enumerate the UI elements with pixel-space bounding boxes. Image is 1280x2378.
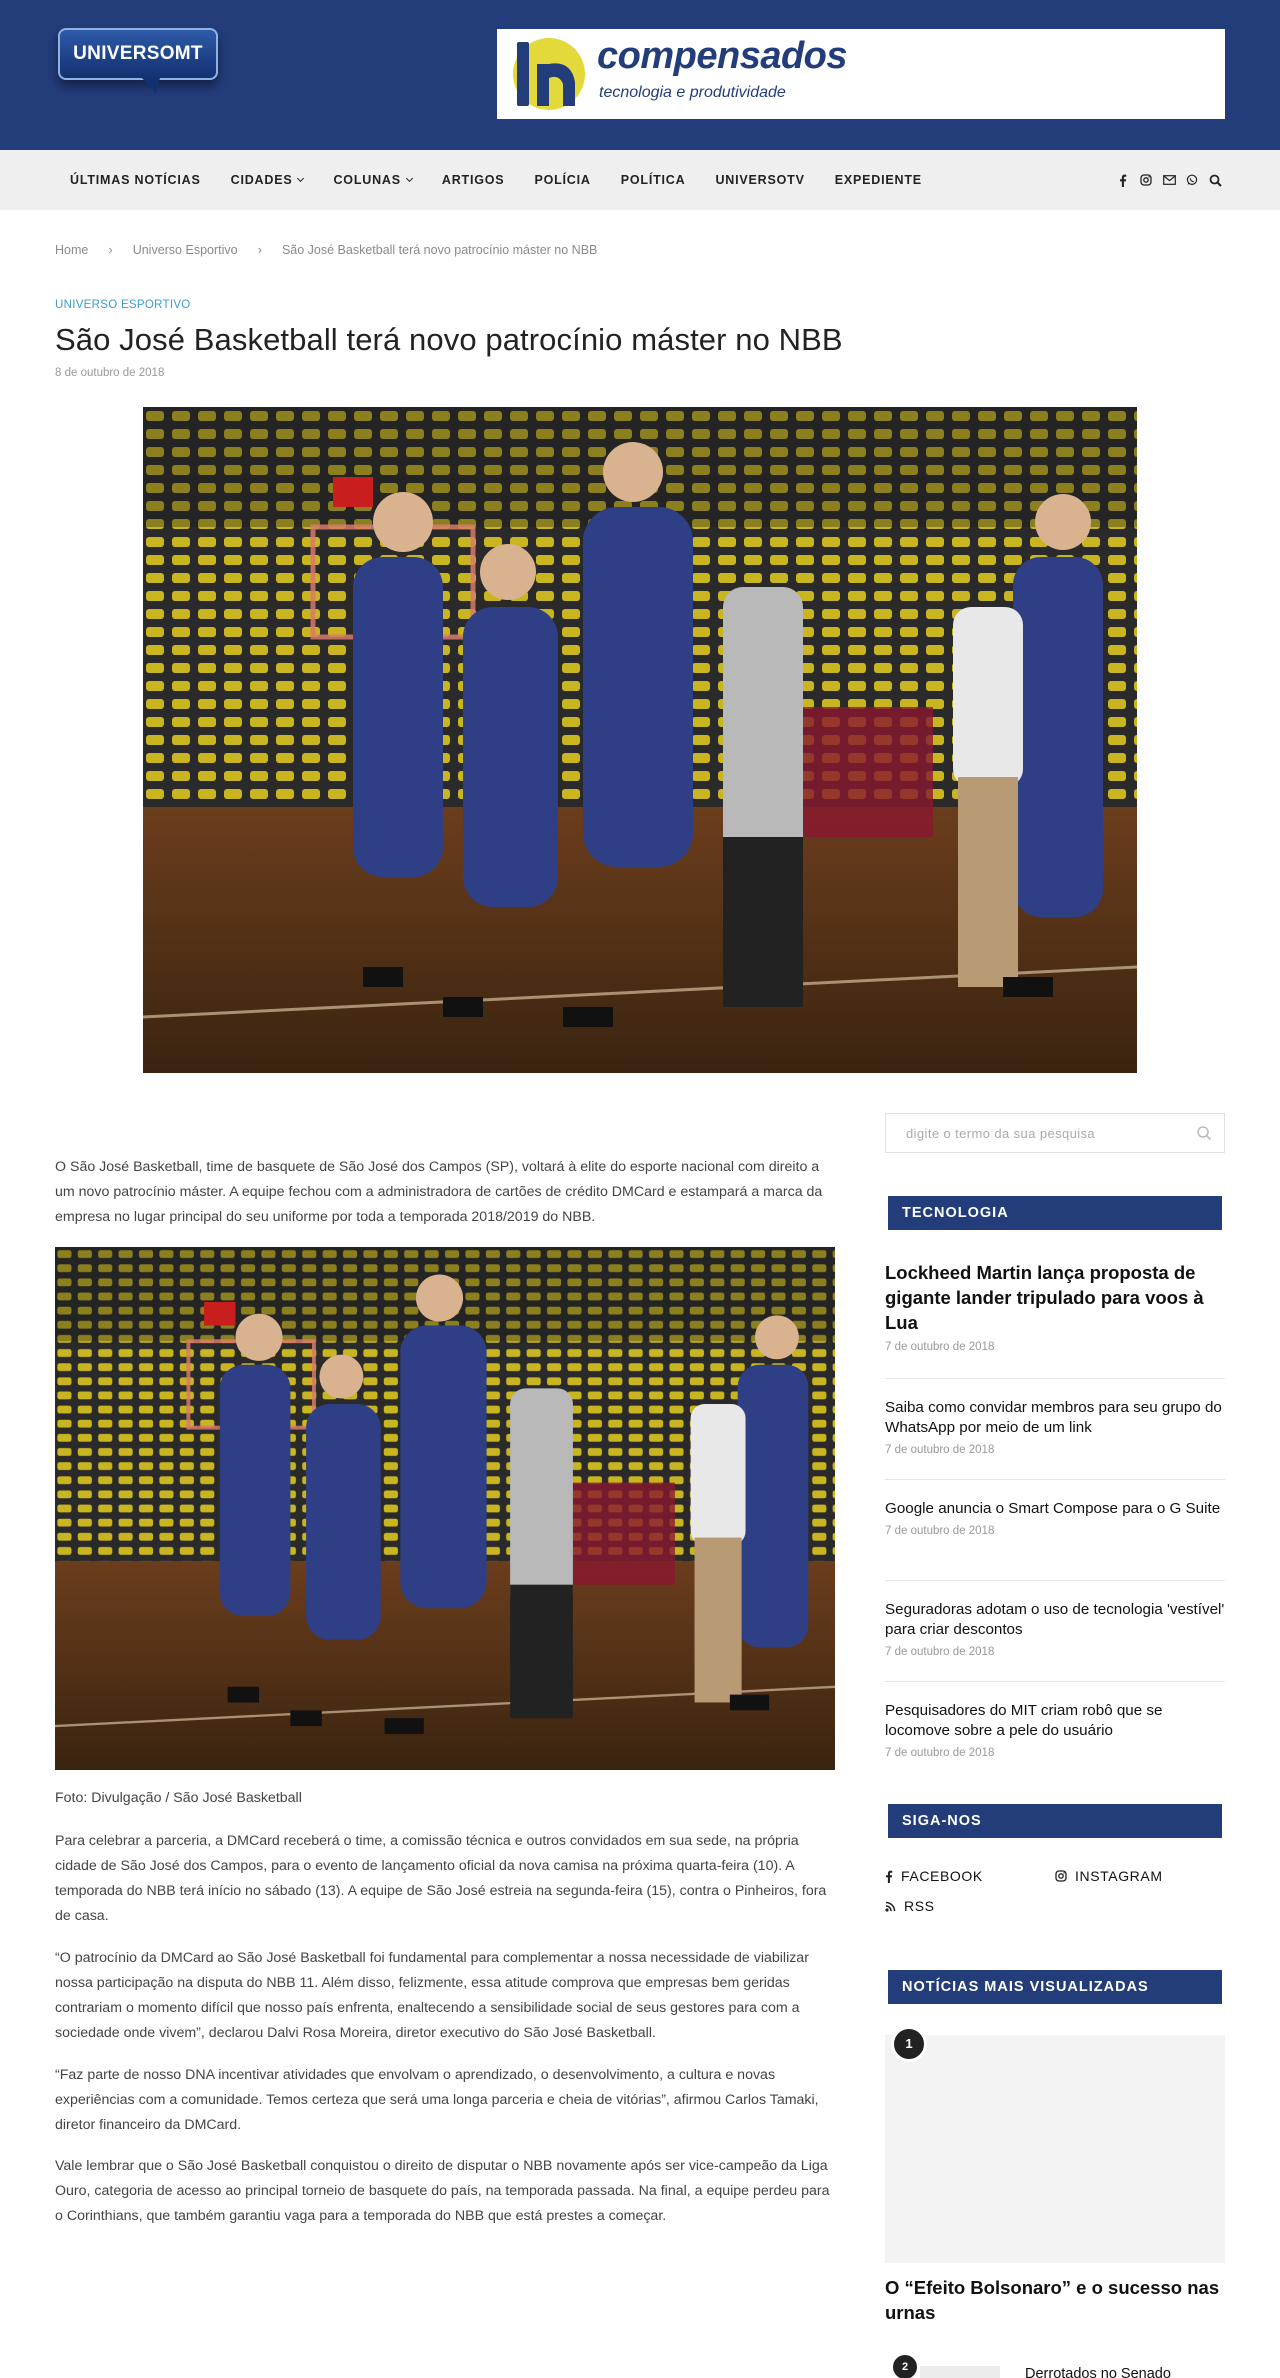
breadcrumb-section[interactable]: Universo Esportivo xyxy=(132,242,238,257)
tech-post[interactable] xyxy=(885,1701,1225,1759)
mail-icon[interactable] xyxy=(1162,173,1176,187)
chevron-down-icon xyxy=(406,175,413,182)
basketball-photo-icon xyxy=(143,407,1137,1073)
chevron-down-icon xyxy=(297,175,304,182)
nav-item-label: CIDADES xyxy=(230,173,293,187)
nav-item-cidades[interactable] xyxy=(216,173,319,187)
tech-post[interactable] xyxy=(885,1499,1225,1537)
breadcrumb-current: São José Basketball terá novo patrocínio máster no NBB xyxy=(281,242,598,257)
nav-item-label: UNIVERSOTV xyxy=(715,173,805,187)
nav-item-politica[interactable] xyxy=(606,173,701,187)
popular-post-title[interactable]: Derrotados no Senado xyxy=(1025,2366,1171,2378)
popular-post-thumbnail[interactable] xyxy=(885,2035,1225,2263)
article-paragraph: O São José Basketball, time de basquete de São José dos Campos (SP), voltará à elite do esporte nacional com direito a um novo patrocínio máster. A equipe fechou com a administradora de cartões de crédito DMCard e estampará a marca da empresa no lugar principal do seu uniforme por toda a temporada 2018/2019 do NBB. xyxy=(55,1159,823,1225)
divider xyxy=(885,1378,1225,1379)
article-paragraph: Para celebrar a parceria, a DMCard receberá o time, a comissão técnica e outros convidados em sua sede, na própria cidade de São José dos Campos, para o evento de lançamento oficial da nova camisa na próxima quarta-feira (10). A temporada do NBB terá início no sábado (13). A equipe de São José estreia na segunda-feira (15), contra o Pinheiros, fora de casa. xyxy=(55,1833,827,1924)
divider xyxy=(885,1580,1225,1581)
chevron-right-icon: › xyxy=(257,242,262,257)
widget-heading-mais-visualizadas: NOTÍCIAS MAIS VISUALIZADAS xyxy=(885,1970,1225,2004)
sidebar-search xyxy=(885,1113,1225,1153)
tech-post[interactable] xyxy=(885,1398,1225,1456)
nav-menu xyxy=(55,150,937,210)
follow-label: FACEBOOK xyxy=(901,1868,983,1884)
article-paragraph: “Faz parte de nosso DNA incentivar atividades que envolvam o aprendizado, o desenvolvimento, a cultura e novas experiências com a comunidade. Temos certeza que será uma longa parceria e cheia de vitórias”, afirmou Carlos Tamaki, diretor financeiro da DMCard. xyxy=(55,2067,819,2133)
divider xyxy=(885,1479,1225,1480)
tech-post-date: 7 de outubro de 2018 xyxy=(885,1444,995,1456)
featured-image[interactable] xyxy=(143,407,1137,1073)
search-icon[interactable] xyxy=(1208,173,1222,187)
image-caption: Foto: Divulgação / São José Basketball xyxy=(55,1790,302,1806)
rank-badge: 1 xyxy=(891,2026,927,2062)
search-icon[interactable] xyxy=(1196,1125,1212,1141)
nav-item-policia[interactable] xyxy=(519,173,605,187)
compensados-logo-icon xyxy=(507,34,587,114)
tech-post-title[interactable]: Google anuncia o Smart Compose para o G Suite xyxy=(885,1500,1221,1517)
nav-item-label: ÚLTIMAS NOTÍCIAS xyxy=(70,173,201,187)
basketball-photo-icon xyxy=(55,1247,835,1770)
follow-rss-link[interactable] xyxy=(885,1898,935,1914)
chevron-right-icon: › xyxy=(108,242,113,257)
ad-banner[interactable] xyxy=(497,29,1225,119)
main-nav xyxy=(0,150,1280,210)
popular-post-title[interactable]: O “Efeito Bolsonaro” e o sucesso nas urnas xyxy=(885,2277,1220,2323)
tech-post-date: 7 de outubro de 2018 xyxy=(885,1341,995,1353)
article-paragraph: Vale lembrar que o São José Basketball conquistou o direito de disputar o NBB novamente após ser vice-campeão da Liga Ouro, categoria de acesso ao principal torneio de basquete do país, na temporada passada. Na final, a equipe perdeu para o Corinthians, que também garantiu vaga para a temporada do NBB que está prestes a começar. xyxy=(55,2158,830,2224)
follow-label: INSTAGRAM xyxy=(1075,1868,1163,1884)
tech-post-title[interactable]: Pesquisadores do MIT criam robô que se locomove sobre a pele do usuário xyxy=(885,1702,1163,1739)
nav-item-label: POLÍCIA xyxy=(534,173,591,187)
whatsapp-icon[interactable] xyxy=(1185,173,1199,187)
post-category[interactable]: UNIVERSO ESPORTIVO xyxy=(55,299,191,311)
nav-item-label: POLÍTICA xyxy=(620,173,686,187)
nav-item-ultimas-noticias[interactable] xyxy=(55,173,216,187)
instagram-icon xyxy=(1055,1870,1067,1882)
popular-post-thumbnail[interactable] xyxy=(920,2366,1000,2378)
follow-facebook-link[interactable] xyxy=(885,1868,983,1884)
ad-brand: compensados xyxy=(597,35,848,77)
nav-item-expediente[interactable] xyxy=(820,173,937,187)
nav-item-label: ARTIGOS xyxy=(441,173,505,187)
nav-item-label: COLUNAS xyxy=(333,173,401,187)
nav-item-colunas[interactable] xyxy=(318,173,426,187)
site-logo[interactable] xyxy=(58,28,218,98)
tech-post-date: 7 de outubro de 2018 xyxy=(885,1646,995,1658)
tech-post[interactable] xyxy=(885,1600,1225,1658)
logo-text: UNIVERSOMT xyxy=(73,43,203,64)
rank-badge: 2 xyxy=(891,2353,919,2378)
site-header xyxy=(0,0,1280,150)
nav-item-label: EXPEDIENTE xyxy=(834,173,922,187)
widget-heading-siga-nos: SIGA-NOS xyxy=(885,1804,1225,1838)
follow-instagram-link[interactable] xyxy=(1055,1868,1163,1884)
breadcrumb xyxy=(55,242,597,257)
tech-post-title[interactable]: Lockheed Martin lança proposta de gigante lander tripulado para voos à Lua xyxy=(885,1262,1204,1333)
widget-heading-tecnologia: TECNOLOGIA xyxy=(885,1196,1225,1230)
facebook-icon xyxy=(885,1870,893,1883)
breadcrumb-home[interactable]: Home xyxy=(55,242,89,257)
follow-label: RSS xyxy=(904,1898,935,1914)
nav-item-artigos[interactable] xyxy=(427,173,520,187)
nav-item-universotv[interactable] xyxy=(700,173,819,187)
logo-badge xyxy=(58,28,218,80)
logo-speech-tail xyxy=(142,78,160,94)
rss-icon xyxy=(885,1901,896,1912)
tech-post-date: 7 de outubro de 2018 xyxy=(885,1525,995,1537)
search-input[interactable] xyxy=(886,1114,1186,1152)
instagram-icon[interactable] xyxy=(1139,173,1153,187)
article-image[interactable] xyxy=(55,1247,835,1770)
article-paragraph: “O patrocínio da DMCard ao São José Basketball foi fundamental para complementar a nossa necessidade de viabilizar nossa participação na disputa do NBB 11. Além disso, felizmente, essa atitude comprova que empresas bem geridas contrariam o momento difícil que nosso país enfrenta, enaltecendo a sensibilidade social de seus gestores para com a sociedade onde vivem”, declarou Dalvi Rosa Moreira, diretor executivo do São José Basketball. xyxy=(55,1950,809,2041)
page-title: São José Basketball terá novo patrocínio máster no NBB xyxy=(55,322,843,357)
tech-post-title[interactable]: Seguradoras adotam o uso de tecnologia 'vestível' para criar descontos xyxy=(885,1601,1225,1638)
ad-tagline: tecnologia e produtividade xyxy=(599,84,786,101)
facebook-icon[interactable] xyxy=(1116,173,1130,187)
tech-post-title[interactable]: Saiba como convidar membros para seu grupo do WhatsApp por meio de um link xyxy=(885,1399,1222,1436)
nav-social-icons xyxy=(1116,150,1222,210)
tech-post[interactable] xyxy=(885,1260,1225,1353)
tech-post-date: 7 de outubro de 2018 xyxy=(885,1747,995,1759)
post-date: 8 de outubro de 2018 xyxy=(55,367,165,379)
divider xyxy=(885,1681,1225,1682)
